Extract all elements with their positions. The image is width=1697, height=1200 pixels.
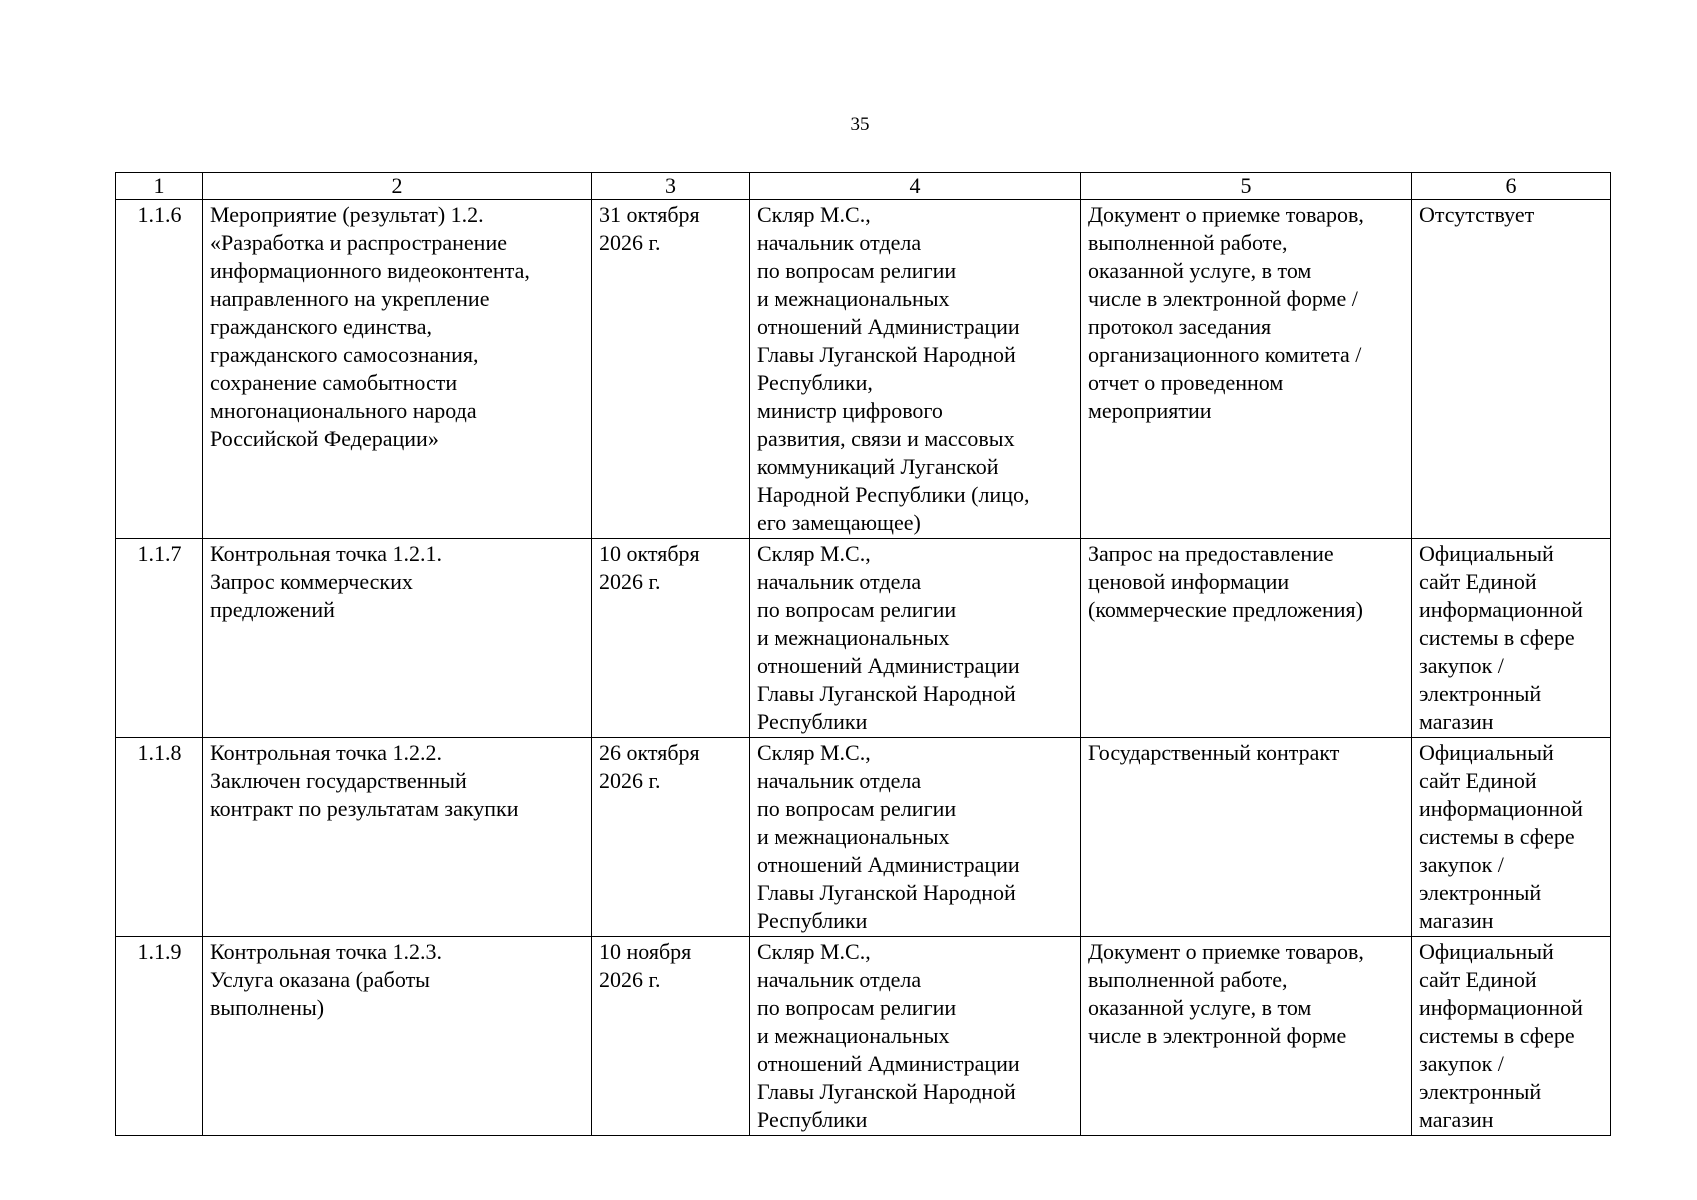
document-type-cell: Запрос на предоставление ценовой информации (коммерческие предложения) <box>1081 539 1412 738</box>
date-cell: 10 ноября 2026 г. <box>592 937 750 1136</box>
page-number: 35 <box>850 114 870 135</box>
table-row <box>116 738 1611 937</box>
responsible-cell: Скляр М.С., начальник отдела по вопросам религии и межнациональных отношений Администрации Главы Луганской Народной Республики <box>750 738 1081 937</box>
header-cell: 6 <box>1412 173 1611 200</box>
responsible-cell: Скляр М.С., начальник отдела по вопросам религии и межнациональных отношений Администрации Главы Луганской Народной Республики, министр цифрового развития, связи и массовых коммуникаций Луганской Народной Республики (лицо, его замещающее) <box>750 200 1081 539</box>
document-type-cell: Документ о приемке товаров, выполненной работе, оказанной услуге, в том числе в электронной форме / протокол заседания организационного комитета / отчет о проведенном мероприятии <box>1081 200 1412 539</box>
responsible-cell: Скляр М.С., начальник отдела по вопросам религии и межнациональных отношений Администрации Главы Луганской Народной Республики <box>750 539 1081 738</box>
info-system-cell: Отсутствует <box>1412 200 1611 539</box>
document-type-cell: Документ о приемке товаров, выполненной работе, оказанной услуге, в том числе в электронной форме <box>1081 937 1412 1136</box>
row-number-cell: 1.1.8 <box>116 738 203 937</box>
date-cell: 10 октября 2026 г. <box>592 539 750 738</box>
responsible-cell: Скляр М.С., начальник отдела по вопросам религии и межнациональных отношений Администрации Главы Луганской Народной Республики <box>750 937 1081 1136</box>
table-header-row <box>116 173 1611 200</box>
table-row <box>116 539 1611 738</box>
table-row <box>116 200 1611 539</box>
header-cell: 2 <box>203 173 592 200</box>
info-system-cell: Официальный сайт Единой информационной системы в сфере закупок / электронный магазин <box>1412 539 1611 738</box>
event-cell: Контрольная точка 1.2.2. Заключен государственный контракт по результатам закупки <box>203 738 592 937</box>
document-table <box>115 172 1611 1136</box>
info-system-cell: Официальный сайт Единой информационной системы в сфере закупок / электронный магазин <box>1412 937 1611 1136</box>
date-cell: 31 октября 2026 г. <box>592 200 750 539</box>
header-cell: 5 <box>1081 173 1412 200</box>
event-cell: Контрольная точка 1.2.3. Услуга оказана (работы выполнены) <box>203 937 592 1136</box>
document-type-cell: Государственный контракт <box>1081 738 1412 937</box>
date-cell: 26 октября 2026 г. <box>592 738 750 937</box>
info-system-cell: Официальный сайт Единой информационной системы в сфере закупок / электронный магазин <box>1412 738 1611 937</box>
row-number-cell: 1.1.7 <box>116 539 203 738</box>
table-row <box>116 937 1611 1136</box>
header-cell: 3 <box>592 173 750 200</box>
row-number-cell: 1.1.6 <box>116 200 203 539</box>
row-number-cell: 1.1.9 <box>116 937 203 1136</box>
header-cell: 4 <box>750 173 1081 200</box>
event-cell: Мероприятие (результат) 1.2. «Разработка и распространение информационного видеоконтента, направленного на укрепление гражданского единства, гражданского самосознания, сохранение самобытности многонационального народа Российской Федерации» <box>203 200 592 539</box>
event-cell: Контрольная точка 1.2.1. Запрос коммерческих предложений <box>203 539 592 738</box>
header-cell: 1 <box>116 173 203 200</box>
